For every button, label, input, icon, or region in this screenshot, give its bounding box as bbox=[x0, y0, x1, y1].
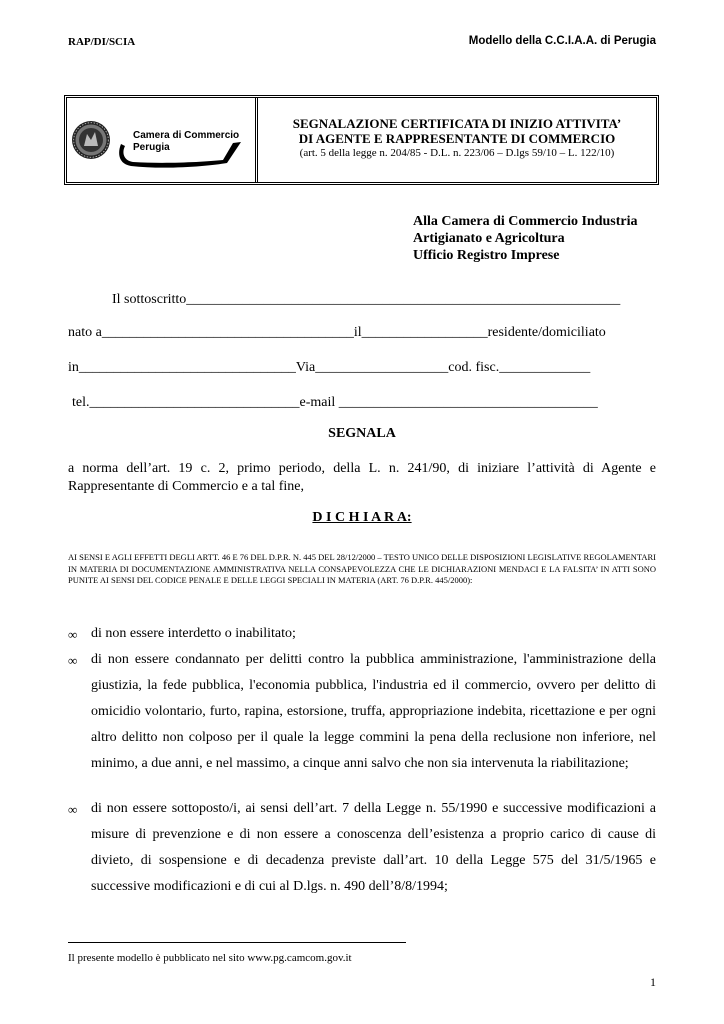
row-residenza bbox=[68, 360, 590, 376]
dichiara-notice: AI SENSI E AGLI EFFETTI DEGLI ARTT. 46 E 76 DEL D.P.R. N. 445 DEL 28/12/2000 – TESTO UNICO DELLE DISPOSIZIONI LEGISLATIVE REGOLAMENTARI IN MATERIA DI DOCUMENTAZIONE AMMINISTRATIVA NELLA CONSAPEVOLEZZA CHE LE DICHIARAZIONI MENDACI E LA FALSITA’ IN ATTI SONO PUNITE AI SENSI DEL CODICE PENALE E DELLE LEGGI SPECIALI IN MATERIA (ART. 76 D.P.R. 445/2000): bbox=[68, 552, 656, 585]
label-residente: residente/domiciliato bbox=[487, 325, 606, 340]
form-title bbox=[258, 98, 656, 182]
row-sottoscritto bbox=[112, 292, 620, 308]
label-in: in bbox=[68, 360, 79, 375]
seal-icon bbox=[71, 120, 111, 160]
list-item: di non essere interdetto o inabilitato; bbox=[91, 626, 296, 641]
field-sottoscritto[interactable]: ______________________________________________________________ bbox=[186, 292, 621, 307]
document-code: RAP/DI/SCIA bbox=[68, 36, 136, 48]
field-telefono[interactable]: ______________________________ bbox=[89, 395, 300, 410]
logo-text-line1: Camera di Commercio bbox=[133, 130, 240, 141]
title-line1: SEGNALAZIONE CERTIFICATA DI INIZIO ATTIVITA’ bbox=[292, 116, 622, 131]
model-label: Modello della C.C.I.A.A. di Perugia bbox=[468, 35, 656, 47]
field-luogo-nascita[interactable]: ____________________________________ bbox=[101, 325, 354, 340]
bullet-icon: ∞ bbox=[68, 802, 78, 817]
bullet-icon: ∞ bbox=[68, 627, 78, 642]
addressee-block bbox=[413, 213, 638, 264]
label-nato-a: nato a bbox=[68, 325, 102, 340]
field-email[interactable]: _____________________________________ bbox=[335, 395, 598, 410]
row-nascita bbox=[68, 325, 606, 341]
label-sottoscritto: Il sottoscritto bbox=[112, 292, 187, 307]
footnote: Il presente modello è pubblicato nel sito www.pg.camcom.gov.it bbox=[68, 952, 352, 964]
list-item: di non essere sottoposto/i, ai sensi dell’art. 7 della Legge n. 55/1990 e successive modificazioni a misure di prevenzione e di non essere a conoscenza dell’esistenza a proprio carico di cause di divieto, di sospensione e di decadenza previste dall’art. 10 della Legge 575 del 31/5/1965 e successive modificazioni e di cui al D.lgs. n. 490 dell’8/8/1994; bbox=[91, 801, 656, 894]
logo-text-line2: Perugia bbox=[133, 142, 170, 153]
label-cod-fisc: cod. fisc. bbox=[448, 360, 500, 375]
field-via[interactable]: ___________________ bbox=[315, 360, 449, 375]
title-line2: DI AGENTE E RAPPRESENTANTE DI COMMERCIO bbox=[298, 131, 616, 146]
row-contatti bbox=[72, 395, 598, 411]
label-tel: tel. bbox=[72, 395, 90, 410]
segnala-text: a norma dell’art. 19 c. 2, primo periodo, della L. n. 241/90, di iniziare l’attività di Agente e Rappresentante di Commercio e a tal fine, bbox=[68, 461, 656, 494]
label-il: il bbox=[353, 325, 362, 340]
page-number: 1 bbox=[650, 975, 656, 989]
dichiara-heading: D I C H I A R A: bbox=[312, 510, 412, 525]
title-frame bbox=[64, 95, 659, 185]
bullet-icon: ∞ bbox=[68, 653, 78, 668]
label-email: e-mail bbox=[299, 395, 336, 410]
segnala-heading: SEGNALA bbox=[328, 426, 396, 441]
chamber-logo bbox=[67, 98, 255, 182]
field-data-nascita[interactable]: __________________ bbox=[361, 325, 488, 340]
addressee-line1: Alla Camera di Commercio Industria bbox=[413, 214, 638, 229]
list-item: di non essere condannato per delitti contro la pubblica amministrazione, l'amministrazione della giustizia, la fede pubblica, l'economia pubblica, l'industria ed il commercio, ovvero per delitto di omicidio volontario, furto, rapina, estorsione, truffa, appropriazione indebita, ricettazione e per ogni altro delitto non colposo per il quale la legge commini la pena della reclusione non inferiore, nel minimo, a due anni, e nel massimo, a cinque anni salvo che non sia intervenuta la riabilitazione; bbox=[91, 652, 656, 771]
addressee-line3: Ufficio Registro Imprese bbox=[413, 248, 560, 263]
field-codice-fiscale[interactable]: _____________ bbox=[499, 360, 591, 375]
title-legal-reference: (art. 5 della legge n. 204/85 - D.L. n. 223/06 – D.lgs 59/10 – L. 122/10) bbox=[299, 147, 615, 159]
footnote-divider bbox=[68, 942, 406, 943]
field-comune[interactable]: _______________________________ bbox=[78, 360, 296, 375]
addressee-line2: Artigianato e Agricoltura bbox=[413, 231, 565, 246]
label-via: Via bbox=[295, 360, 316, 375]
